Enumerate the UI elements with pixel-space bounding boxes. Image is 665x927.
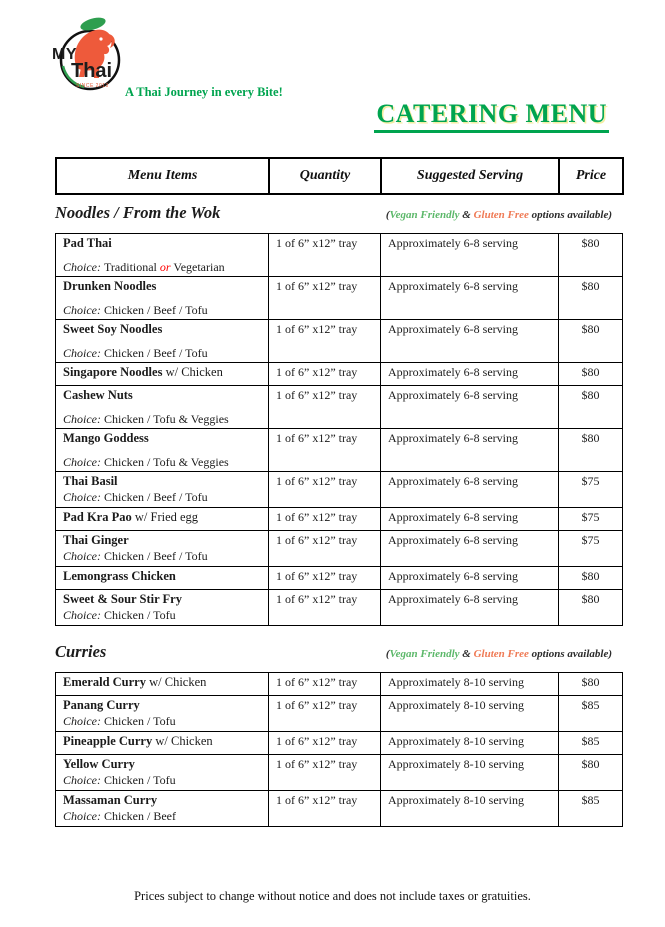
section-head [55,203,622,227]
item-name-rest: w/ Chicken [152,734,213,748]
item-name-line [63,569,264,584]
item-name-line [63,675,264,690]
item-cell [56,755,269,791]
item-cell [56,531,269,567]
choice-text: Chicken / Beef / Tofu [104,303,208,317]
price-cell: $80 [559,277,623,320]
item-name: Sweet Soy Noodles [63,322,163,336]
gluten-free-label: Gluten Free [473,209,529,221]
serving-cell: Approximately 6-8 serving [381,363,559,386]
quantity-cell: 1 of 6” x12” tray [269,732,381,755]
item-choice [63,303,264,318]
item-cell [56,508,269,531]
quantity-cell: 1 of 6” x12” tray [269,508,381,531]
price-cell: $80 [559,755,623,791]
note-open: ( [385,648,390,660]
item-name-line [63,431,264,446]
col-header-menu-items: Menu Items [56,158,269,194]
menu-item-row [56,673,623,696]
item-cell [56,472,269,508]
choice-text: Chicken / Beef / Tofu [104,346,208,360]
price-cell: $80 [559,567,623,590]
quantity-cell: 1 of 6” x12” tray [269,696,381,732]
logo-text-since: SINCE 2013 [76,83,109,89]
item-name-line [63,236,264,251]
choice-label: Choice: [63,346,104,360]
section-heading: Noodles / From the Wok [55,203,221,222]
item-name: Singapore Noodles [63,365,163,379]
col-header-price: Price [559,158,623,194]
serving-cell: Approximately 8-10 serving [381,791,559,827]
item-name-rest: w/ Chicken [145,675,207,689]
item-cell [56,320,269,363]
item-name-line [63,757,264,772]
item-cell [56,696,269,732]
quantity-cell: 1 of 6” x12” tray [269,791,381,827]
serving-cell: Approximately 6-8 serving [381,386,559,429]
menu-item-row [56,531,623,567]
tagline: A Thai Journey in every Bite! [125,85,283,99]
quantity-cell: 1 of 6” x12” tray [269,755,381,791]
price-cell: $80 [559,320,623,363]
item-cell [56,590,269,626]
price-cell: $85 [559,732,623,755]
logo-text-thai: Thai [71,60,113,82]
item-cell [56,673,269,696]
item-choice [63,260,264,275]
serving-cell: Approximately 8-10 serving [381,755,559,791]
item-cell [56,429,269,472]
page-title: CATERING MENU [374,99,609,133]
price-cell: $80 [559,363,623,386]
serving-cell: Approximately 6-8 serving [381,590,559,626]
item-name-line [63,279,264,294]
quantity-cell: 1 of 6” x12” tray [269,320,381,363]
choice-label: Choice: [63,260,104,274]
price-cell: $80 [559,673,623,696]
choice-text: or [159,260,171,274]
item-name-line [63,533,264,548]
item-cell [56,386,269,429]
choice-text: Chicken / Tofu & Veggies [104,412,229,426]
menu-item-row [56,320,623,363]
note-open: ( [385,209,390,221]
item-choice [63,455,264,470]
item-choice [63,549,264,564]
quantity-cell: 1 of 6” x12” tray [269,234,381,277]
menu-item-row [56,277,623,320]
menu-header-table [55,157,624,195]
serving-cell: Approximately 6-8 serving [381,429,559,472]
item-choice [63,346,264,361]
vegan-friendly-label: Vegan Friendly [389,648,460,660]
menu-item-row [56,732,623,755]
item-choice [63,773,264,788]
choice-label: Choice: [63,773,104,787]
item-cell [56,732,269,755]
quantity-cell: 1 of 6” x12” tray [269,673,381,696]
item-name: Thai Basil [63,474,118,488]
menu-item-row [56,755,623,791]
item-choice [63,412,264,427]
item-name-line [63,365,264,380]
serving-cell: Approximately 6-8 serving [381,531,559,567]
quantity-cell: 1 of 6” x12” tray [269,386,381,429]
item-name-rest: w/ Fried egg [131,510,199,524]
menu-item-row [56,386,623,429]
menu-item-row [56,590,623,626]
price-cell: $75 [559,531,623,567]
serving-cell: Approximately 6-8 serving [381,472,559,508]
item-name-line [63,510,264,525]
quantity-cell: 1 of 6” x12” tray [269,590,381,626]
choice-label: Choice: [63,809,104,823]
quantity-cell: 1 of 6” x12” tray [269,567,381,590]
item-name-rest: w/ Chicken [162,365,223,379]
quantity-cell: 1 of 6” x12” tray [269,277,381,320]
choice-text: Vegetarian [170,260,225,274]
item-name: Cashew Nuts [63,388,133,402]
menu-item-row [56,429,623,472]
price-cell: $80 [559,234,623,277]
item-name: Thai Ginger [63,533,129,547]
serving-cell: Approximately 8-10 serving [381,673,559,696]
footer-note: Prices subject to change without notice and does not include taxes or gratuities. [134,889,531,903]
item-name: Emerald Curry [63,675,146,689]
menu-item-row [56,508,623,531]
menu-item-row [56,567,623,590]
note-and: & [459,209,474,221]
menu-section [55,642,622,827]
item-name: Panang Curry [63,698,140,712]
choice-label: Choice: [63,412,104,426]
note-and: & [459,648,474,660]
choice-label: Choice: [63,608,104,622]
serving-cell: Approximately 8-10 serving [381,732,559,755]
menu-item-row [56,791,623,827]
section-head [55,642,622,666]
item-name: Pad Kra Pao [63,510,132,524]
item-name-line [63,592,264,607]
serving-cell: Approximately 6-8 serving [381,567,559,590]
choice-label: Choice: [63,303,104,317]
quantity-cell: 1 of 6” x12” tray [269,472,381,508]
item-choice [63,809,264,824]
availability-note [386,209,622,221]
item-choice [63,490,264,505]
section-heading: Curries [55,642,107,661]
price-cell: $80 [559,386,623,429]
item-cell [56,791,269,827]
serving-cell: Approximately 6-8 serving [381,508,559,531]
item-name-line [63,698,264,713]
gluten-free-label: Gluten Free [473,648,529,660]
item-name: Drunken Noodles [63,279,157,293]
item-cell [56,363,269,386]
note-rest: options available) [528,648,612,660]
choice-text: Chicken / Beef / Tofu [104,549,208,563]
item-cell [56,234,269,277]
choice-text: Chicken / Tofu & Veggies [104,455,229,469]
item-name: Pad Thai [63,236,112,250]
price-cell: $80 [559,590,623,626]
price-cell: $85 [559,696,623,732]
item-choice [63,608,264,623]
choice-text: Traditional [104,260,160,274]
item-name-line [63,793,264,808]
item-cell [56,567,269,590]
sections [55,203,622,827]
menu-item-row [56,696,623,732]
availability-note [386,648,622,660]
price-cell: $85 [559,791,623,827]
vegan-friendly-label: Vegan Friendly [389,209,460,221]
choice-text: Chicken / Beef [104,809,176,823]
col-header-suggested-serving: Suggested Serving [381,158,559,194]
quantity-cell: 1 of 6” x12” tray [269,531,381,567]
quantity-cell: 1 of 6” x12” tray [269,363,381,386]
price-cell: $75 [559,508,623,531]
serving-cell: Approximately 6-8 serving [381,277,559,320]
quantity-cell: 1 of 6” x12” tray [269,429,381,472]
menu-item-row [56,234,623,277]
choice-text: Chicken / Beef / Tofu [104,490,208,504]
item-name: Mango Goddess [63,431,149,445]
choice-text: Chicken / Tofu [104,608,176,622]
col-header-quantity: Quantity [269,158,381,194]
note-rest: options available) [528,209,612,221]
item-name: Lemongrass Chicken [63,569,176,583]
item-name: Sweet & Sour Stir Fry [63,592,182,606]
item-choice [63,714,264,729]
menu-item-row [56,363,623,386]
item-name-line [63,322,264,337]
choice-text: Chicken / Tofu [104,714,176,728]
choice-text: Chicken / Tofu [104,773,176,787]
item-name: Pineapple Curry [63,734,153,748]
serving-cell: Approximately 6-8 serving [381,320,559,363]
price-cell: $75 [559,472,623,508]
price-cell: $80 [559,429,623,472]
item-name: Massaman Curry [63,793,158,807]
logo-text-my: MY [52,46,77,63]
item-name: Yellow Curry [63,757,135,771]
menu-item-row [56,472,623,508]
menu-table [55,672,623,827]
item-name-line [63,734,264,749]
item-cell [56,277,269,320]
item-name-line [63,474,264,489]
menu-section [55,203,622,626]
serving-cell: Approximately 6-8 serving [381,234,559,277]
menu-table [55,233,623,626]
choice-label: Choice: [63,549,104,563]
choice-label: Choice: [63,490,104,504]
choice-label: Choice: [63,455,104,469]
serving-cell: Approximately 8-10 serving [381,696,559,732]
choice-label: Choice: [63,714,104,728]
item-name-line [63,388,264,403]
